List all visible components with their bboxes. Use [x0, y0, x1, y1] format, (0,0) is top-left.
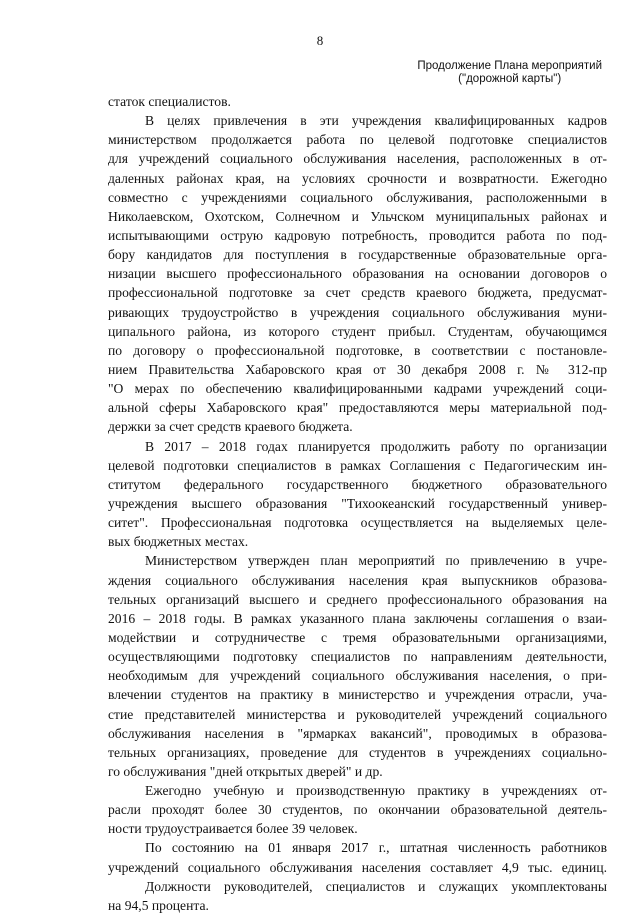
text-line: влечении студентов на практику в министерство и учреждения отрасли, уча-: [108, 687, 607, 703]
paragraph-first-line: В 2017 – 2018 годах планируется продолжить работу по организации: [145, 438, 607, 454]
text-line: министерством продолжается работа по целевой подготовке специалистов: [108, 132, 607, 148]
text-line: ности трудоустраивается более 39 человек.: [108, 821, 358, 837]
continuation-header: [417, 60, 602, 86]
text-line: учреждения высшего образования "Тихоокеанский государственный универ-: [108, 495, 607, 511]
paragraph-first-line: Должности руководителей, специалистов и служащих укомплектованы: [145, 878, 607, 894]
text-line: Николаевском, Охотском, Солнечном и Ульчском муниципальных районах и: [108, 208, 607, 224]
text-line: для учреждений социального обслуживания населения, расположенных в от-: [108, 151, 607, 167]
paragraph-first-line: По состоянию на 01 января 2017 г., штатная численность работников: [145, 840, 607, 856]
text-line: расли проходят более 30 студентов, по окончании образовательной деятель-: [108, 802, 607, 818]
text-line: тельных организаций высшего и среднего профессионального образования на: [108, 591, 607, 607]
text-line: осуществляющими подготовку специалистов по направлениям деятельности,: [108, 649, 607, 665]
text-line: альной сферы Хабаровского края" предоставляются меры материальной под-: [108, 400, 607, 416]
text-line: по договору о профессиональной подготовке, в соответствии с постановле-: [108, 342, 607, 358]
text-line: учреждений социального обслуживания населения составляет 4,9 тыс. единиц.: [108, 859, 607, 875]
text-line: необходимым для учреждений социального обслуживания населения, о при-: [108, 668, 607, 684]
text-line: бору кандидатов для поступления в государственные образовательные орга-: [108, 247, 607, 263]
text-line: модействии и сотрудничестве с тремя образовательными организациями,: [108, 629, 607, 645]
text-line: вых бюджетных местах.: [108, 534, 249, 550]
text-line: ципального района, из которого студент прибыл. Студентам, обучающимся: [108, 323, 607, 339]
text-line: статок специалистов.: [108, 94, 231, 109]
text-line: держки за счет средств краевого бюджета.: [108, 419, 353, 435]
text-line: 2016 – 2018 годы. В рамках указанного плана заключены соглашения о взаи-: [108, 610, 607, 626]
text-line: обслуживания населения в "ярмарках вакансий", проводимых в образова-: [108, 725, 607, 741]
text-line: го обслуживания "дней открытых дверей" и др.: [108, 763, 383, 779]
text-line: низации высшего профессионального образования на основании договоров о: [108, 266, 607, 282]
text-line: стие представителей министерства и руководителей учреждений социального: [108, 706, 607, 722]
paragraph-first-line: Ежегодно учебную и производственную практику в учреждениях от-: [145, 783, 607, 799]
continuation-header-line-2: ("дорожной карты"): [458, 73, 562, 85]
text-line: ривающих трудоустройство в учреждения социального обслуживания муни-: [108, 304, 607, 320]
text-line: на 94,5 процента.: [108, 897, 209, 913]
page-number: 8: [316, 33, 324, 48]
text-line: ститутом федерального государственного бюджетного образовательного: [108, 476, 607, 492]
text-line: испытывающими острую кадровую потребность, проводится работа по под-: [108, 227, 607, 243]
text-line: тельных организациях, проведение для студентов в учреждениях социально-: [108, 744, 607, 760]
text-line: совместно с учреждениями социального обслуживания, расположенными в: [108, 189, 607, 205]
text-line: ситет". Профессиональная подготовка осуществляется на выделяемых целе-: [108, 515, 607, 531]
paragraph-first-line: Министерством утвержден план мероприятий по привлечению в учре-: [145, 553, 607, 569]
text-line: ждения социального обслуживания населения края выпускников образова-: [108, 572, 607, 588]
document-body: [108, 92, 607, 915]
paragraph-first-line: В целях привлечения в эти учреждения квалифицированных кадров: [145, 113, 607, 129]
text-line: даленных районах края, на условиях срочности и возвратности. Ежегодно: [108, 170, 607, 186]
text-line: нием Правительства Хабаровского края от 30 декабря 2008 г. № 312-пр: [108, 361, 607, 377]
text-line: профессиональной подготовке за счет средств краевого бюджета, предусмат-: [108, 285, 607, 301]
text-line: "О мерах по обеспечению квалифицированными кадрами учреждений соци-: [108, 381, 607, 397]
text-line: целевой подготовки специалистов в рамках Соглашения с Педагогическим ин-: [108, 457, 607, 473]
continuation-header-line-1: Продолжение Плана мероприятий: [417, 60, 602, 72]
